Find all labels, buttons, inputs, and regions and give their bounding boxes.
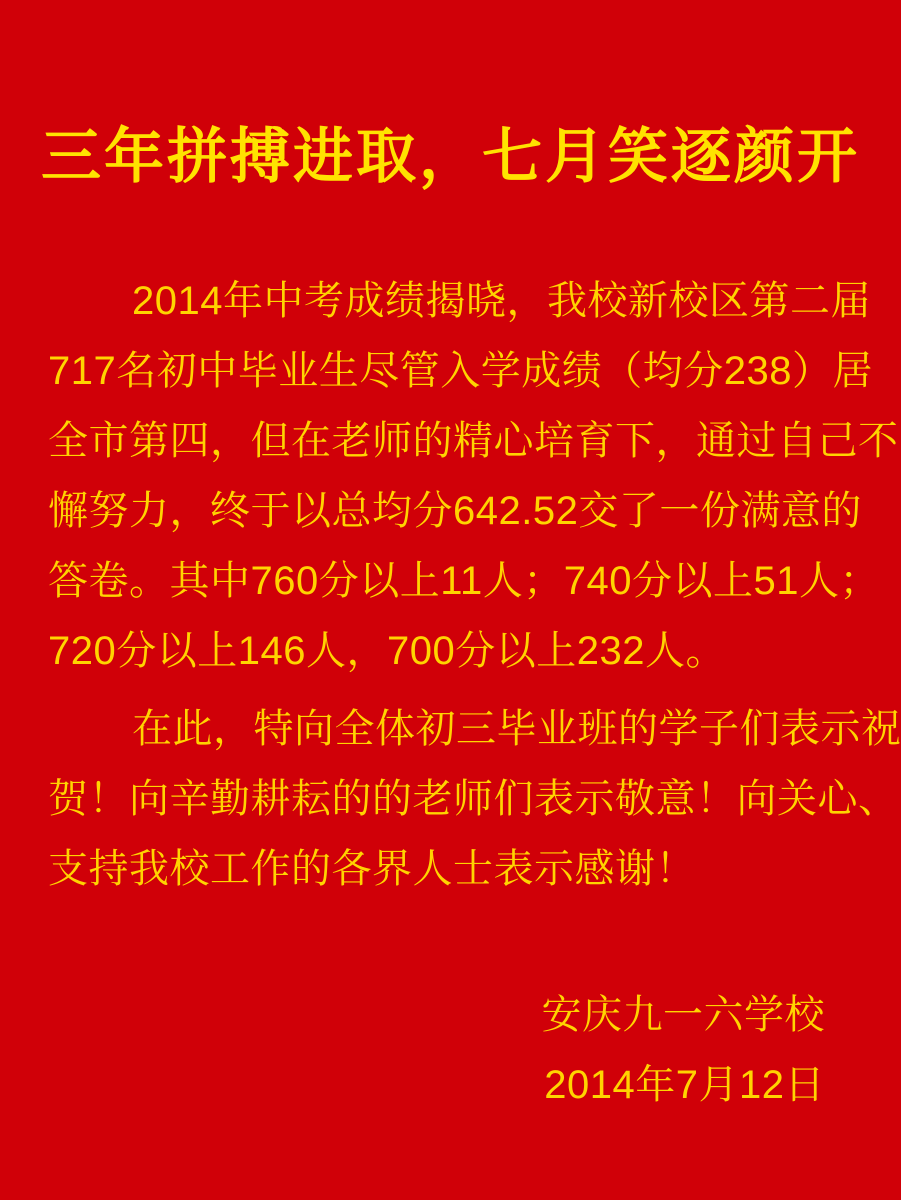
paragraph-results bbox=[48, 266, 899, 686]
signature: 安庆九一六学校 bbox=[541, 993, 825, 1037]
paragraph-line: 2014年中考成绩揭晓，我校新校区第二届 bbox=[132, 279, 871, 323]
paragraph-line: 720分以上146人，700分以上232人。 bbox=[48, 629, 726, 673]
poster-body bbox=[48, 266, 901, 904]
paragraph-line: 全市第四，但在老师的精心培育下，通过自己不 bbox=[48, 419, 899, 463]
paragraph-line: 717名初中毕业生尽管入学成绩（均分238）居 bbox=[48, 349, 873, 393]
poster-footer bbox=[0, 980, 901, 1120]
paragraph-line: 支持我校工作的各界人士表示感谢！ bbox=[48, 847, 696, 891]
paragraph-line: 在此，特向全体初三毕业班的学子们表示祝 bbox=[132, 707, 901, 751]
paragraph-line: 贺！向辛勤耕耘的的老师们表示敬意！向关心、 bbox=[48, 777, 899, 821]
date: 2014年7月12日 bbox=[544, 1063, 825, 1107]
paragraph-line: 懈努力，终于以总均分642.52交了一份满意的 bbox=[48, 489, 862, 533]
poster-title: 三年拼搏进取，七月笑逐颜开 bbox=[41, 123, 860, 190]
paragraph-congratulations bbox=[48, 694, 901, 904]
paragraph-line: 答卷。其中760分以上11人；740分以上51人； bbox=[48, 559, 880, 603]
